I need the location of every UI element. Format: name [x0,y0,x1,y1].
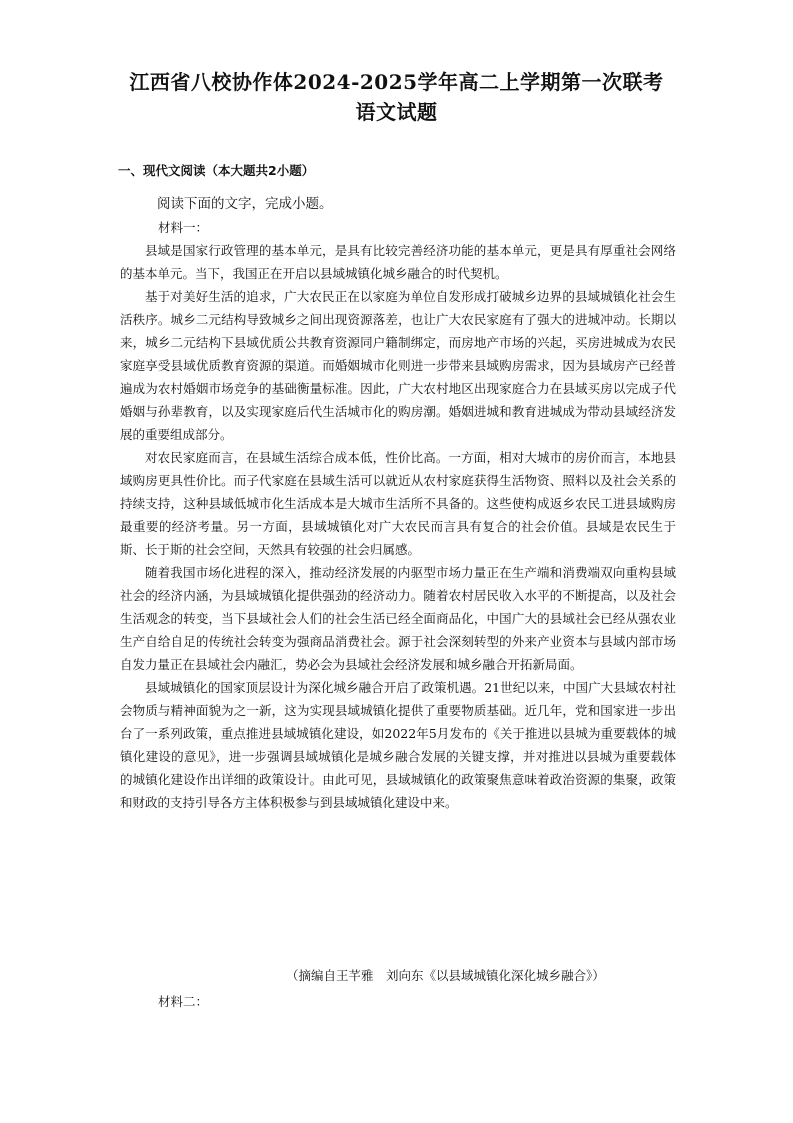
exam-title-line1: 江西省八校协作体2024-2025学年高二上学期第一次联考 [129,70,664,94]
material-one-body [120,239,676,814]
paragraph: 基于对美好生活的追求，广大农民正在以家庭为单位自发形成打破城乡边界的县域城镇化社会生活秩序。城乡二元结构导致城乡之间出现资源落差，也让广大农民家庭有了强大的进城冲动。长期以来，城乡二元结构下县域优质公共教育资源同户籍制绑定，而房地产市场的兴起，买房进城成为农民家庭享受县域优质教育资源的渠道。而婚姻城市化则进一步带来县域购房需求，因为县域房产已经普遍成为农村婚姻市场竞争的基础衡量标准。因此，广大农村地区出现家庭合力在县域买房以完成子代婚姻与孙辈教育，以及实现家庭后代生活城市化的购房潮。婚姻进城和教育进城成为带动县域经济发展的重要组成部分。 [120,289,676,442]
paragraph: 县域是国家行政管理的基本单元，是具有比较完善经济功能的基本单元，更是具有厚重社会网络的基本单元。当下，我国正在开启以县域城镇化城乡融合的时代契机。 [120,243,676,281]
paragraph: 随着我国市场化进程的深入，推动经济发展的内驱型市场力量正在生产端和消费端双向重构县域社会的经济内涵，为县域城镇化提供强劲的经济动力。随着农村居民收入水平的不断提高，以及社会生活观念的转变，当下县域社会人们的社会生活已经全面商品化，中国广大的县域社会已经从强农业生产自给自足的传统社会转变为强商品消费社会。源于社会深刻转型的外来产业资本与县域内部市场自发力量正在县域社会内融汇，势必会为县域社会经济发展和城乡融合开拓新局面。 [120,565,676,672]
material-one-label: 材料一： [158,220,209,235]
paragraph: 对农民家庭而言，在县域生活综合成本低，性价比高。一方面，相对大城市的房价而言，本地县域购房更具性价比。而子代家庭在县域生活可以就近从农村家庭获得生活物资、照料以及社会关系的持续支持，这种县域低城市化生活成本是大城市生活所不具备的。这些使构成返乡农民工进县域购房最重要的经济考量。另一方面，县域城镇化对广大农民而言具有复合的社会价值。县域是农民生于斯、长于斯的社会空间，天然具有较强的社会归属感。 [120,450,676,557]
material-two-label: 材料二： [158,994,209,1009]
paragraph: 县域城镇化的国家顶层设计为深化城乡融合开启了政策机遇。21世纪以来，中国广大县域农村社会物质与精神面貌为之一新，这为实现县域城镇化提供了重要物质基础。近几年，党和国家进一步出台了一系列政策，重点推进县域城镇化建设，如2022年5月发布的《关于推进以县城为重要载体的城镇化建设的意见》，进一步强调县域城镇化是城乡融合发展的关键支撑，并对推进以县城为重要载体的城镇化建设作出详细的政策设计。由此可见，县域城镇化的政策聚焦意味着政治资源的集聚，政策和财政的支持引导各方主体积极参与到县域城镇化建设中来。 [120,680,676,810]
exam-title-line2: 语文试题 [355,100,438,124]
reading-instruction: 阅读下面的文字，完成小题。 [157,196,333,212]
section-heading: 一、现代文阅读（本大题共2小题） [118,163,315,178]
source-citation: （摘编自王芊雅 刘向东《以县域城镇化深化城乡融合》） [286,968,605,983]
